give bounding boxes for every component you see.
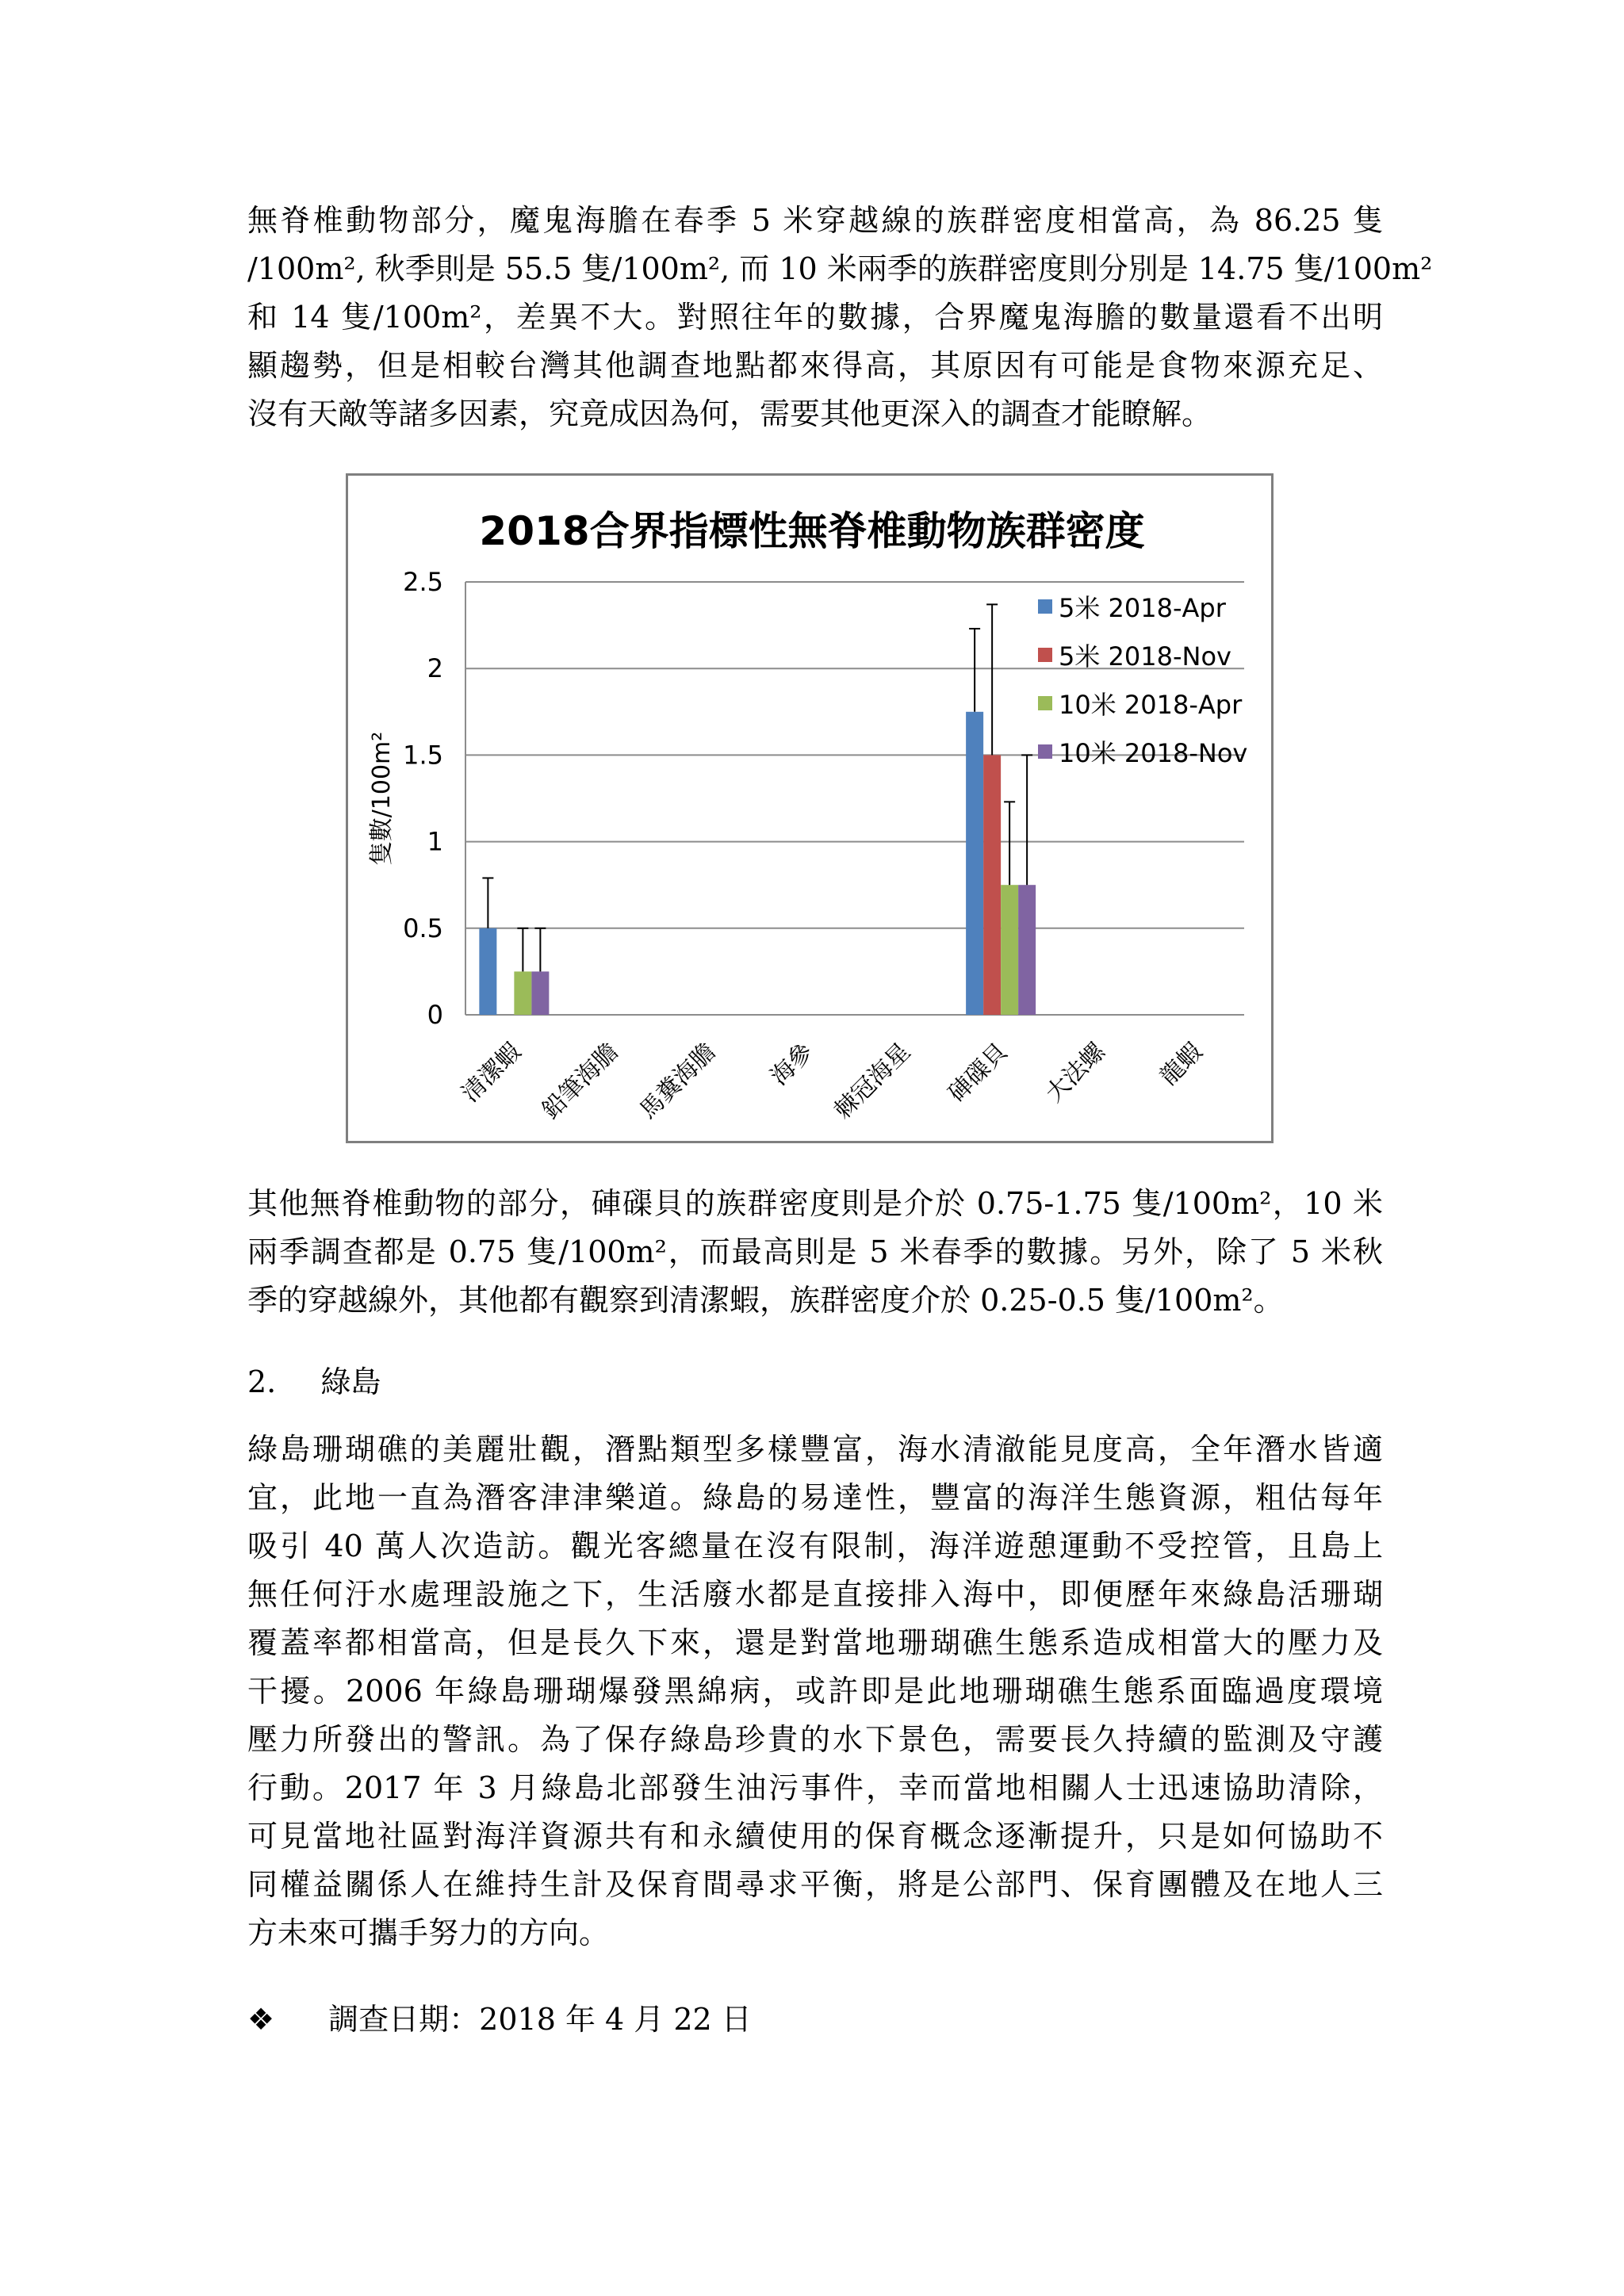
x-tick-label: 硨磲貝	[943, 1037, 1013, 1108]
paragraph-line: 宜，此地一直為潛客津津樂道。綠島的易達性，豐富的海洋生態資源，粗估每年	[247, 1480, 1383, 1515]
paragraph-line: 沒有天敵等諸多因素，究竟成因為何，需要其他更深入的調查才能瞭解。	[247, 396, 1212, 431]
y-tick-label: 1.5	[403, 740, 443, 771]
x-tick-label: 鉛筆海膽	[537, 1037, 624, 1125]
legend-swatch	[1038, 648, 1052, 662]
bar-chart	[348, 476, 1271, 1141]
paragraph-line: /100m², 秋季則是 55.5 隻/100m², 而 10 米兩季的族群密度則分別是 14.75 隻/100m²	[247, 251, 1433, 286]
legend-label: 5米 2018-Apr	[1059, 593, 1226, 623]
bivalve-paragraph	[247, 1180, 1383, 1325]
section-number: 2.	[247, 1364, 277, 1399]
paragraph-line: 壓力所發出的警訊。為了保存綠島珍貴的水下景色，需要長久持續的監測及守護	[247, 1722, 1383, 1757]
bar	[966, 712, 983, 1015]
bullet-icon: ❖	[247, 2002, 275, 2037]
bar	[514, 971, 531, 1015]
y-tick-label: 1	[427, 826, 443, 857]
survey-date-text: 調查日期：2018 年 4 月 22 日	[328, 2002, 752, 2037]
legend-label: 5米 2018-Nov	[1059, 641, 1231, 672]
green-island-paragraph	[247, 1425, 1383, 1957]
paragraph-line: 其他無脊椎動物的部分，硨磲貝的族群密度則是介於 0.75-1.75 隻/100m²，10 米	[247, 1186, 1383, 1221]
legend-label: 10米 2018-Apr	[1059, 690, 1243, 720]
paragraph-line: 同權益關係人在維持生計及保育間尋求平衡，將是公部門、保育團體及在地人三	[247, 1867, 1383, 1902]
paragraph-line: 顯趨勢，但是相較台灣其他調查地點都來得高，其原因有可能是食物來源充足、	[247, 348, 1383, 383]
paragraph-line: 方未來可攜手努力的方向。	[247, 1915, 610, 1950]
paragraph-line: 兩季調查都是 0.75 隻/100m²，而最高則是 5 米春季的數據。另外，除了 5 米秋	[247, 1234, 1383, 1269]
legend-swatch	[1038, 696, 1052, 710]
x-tick-label: 海參	[765, 1037, 819, 1092]
paragraph-line: 季的穿越線外，其他都有觀察到清潔蝦，族群密度介於 0.25-0.5 隻/100m²。	[247, 1283, 1284, 1318]
paragraph-line: 干擾。2006 年綠島珊瑚爆發黑綿病，或許即是此地珊瑚礁生態系面臨過度環境	[247, 1674, 1383, 1709]
x-tick-label: 龍蝦	[1155, 1037, 1208, 1092]
bar	[479, 928, 496, 1015]
chart-title: 2018合界指標性無脊椎動物族群密度	[479, 508, 1145, 554]
x-tick-label: 馬糞海膽	[634, 1037, 722, 1125]
paragraph-line: 吸引 40 萬人次造訪。觀光客總量在沒有限制，海洋遊憩運動不受控管，且島上	[247, 1529, 1383, 1563]
bar	[1018, 885, 1036, 1015]
y-tick-label: 2.5	[403, 567, 443, 597]
legend-label: 10米 2018-Nov	[1059, 738, 1248, 768]
section-title: 綠島	[320, 1364, 381, 1399]
intro-paragraph	[247, 197, 1433, 438]
bar	[531, 971, 549, 1015]
y-tick-label: 0.5	[403, 913, 443, 943]
y-axis-label: 隻數/100m²	[368, 731, 396, 866]
paragraph-line: 和 14 隻/100m²，差異不大。對照往年的數據，合界魔鬼海膽的數量還看不出明	[247, 300, 1383, 335]
paragraph-line: 行動。2017 年 3 月綠島北部發生油污事件，幸而當地相關人士迅速協助清除，	[247, 1770, 1383, 1805]
bar	[983, 755, 1001, 1015]
chart-frame	[346, 473, 1274, 1143]
paragraph-line: 覆蓋率都相當高，但是長久下來，還是對當地珊瑚礁生態系造成相當大的壓力及	[247, 1625, 1383, 1660]
survey-date	[247, 1995, 752, 2038]
bar	[1001, 885, 1018, 1015]
x-tick-label: 清潔蝦	[456, 1037, 527, 1108]
paragraph-line: 可見當地社區對海洋資源共有和永續使用的保育概念逐漸提升，只是如何協助不	[247, 1819, 1383, 1854]
paragraph-line: 綠島珊瑚礁的美麗壯觀，潛點類型多樣豐富，海水清澈能見度高，全年潛水皆適	[247, 1432, 1383, 1467]
y-tick-label: 0	[427, 1000, 443, 1030]
legend-swatch	[1038, 599, 1052, 614]
section-heading	[247, 1357, 381, 1401]
x-tick-label: 棘冠海星	[829, 1037, 917, 1125]
y-tick-label: 2	[427, 653, 443, 684]
x-tick-label: 大法螺	[1040, 1037, 1111, 1108]
paragraph-line: 無脊椎動物部分，魔鬼海膽在春季 5 米穿越線的族群密度相當高，為 86.25 隻	[247, 203, 1383, 238]
legend-swatch	[1038, 744, 1052, 759]
paragraph-line: 無任何汙水處理設施之下，生活廢水都是直接排入海中，即便歷年來綠島活珊瑚	[247, 1577, 1383, 1612]
